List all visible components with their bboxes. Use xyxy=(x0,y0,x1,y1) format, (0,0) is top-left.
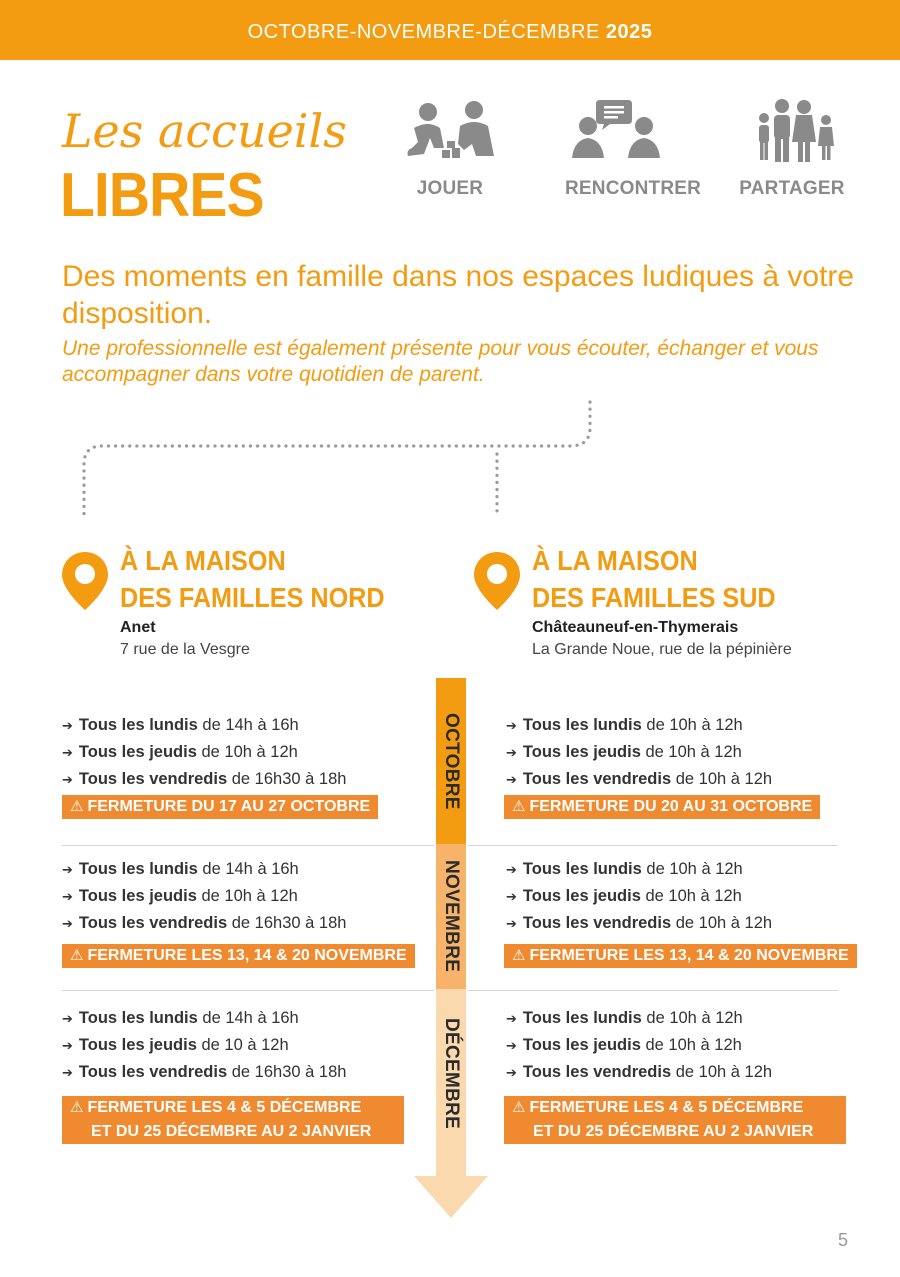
arrow-right-icon: ➔ xyxy=(506,916,517,931)
picto-label-rencontrer: RENCONTRER xyxy=(565,178,702,199)
location-address: La Grande Noue, rue de la pépinière xyxy=(532,641,792,658)
schedule-line: ➔ Tous les jeudis de 10h à 12h xyxy=(506,743,742,761)
schedule-line: ➔ Tous les vendredis de 16h30 à 18h xyxy=(62,914,347,932)
arrow-right-icon: ➔ xyxy=(506,745,517,760)
closure-badge-decembre-sud xyxy=(504,1096,846,1144)
schedule-line: ➔ Tous les lundis de 14h à 16h xyxy=(62,1009,299,1027)
arrow-right-icon: ➔ xyxy=(506,889,517,904)
title-script: Les accueils xyxy=(62,104,347,158)
separator xyxy=(62,845,434,846)
arrow-right-icon: ➔ xyxy=(62,772,73,787)
arrow-right-icon: ➔ xyxy=(62,718,73,733)
schedule-novembre-sud xyxy=(506,856,772,937)
schedule-line: ➔ Tous les vendredis de 10h à 12h xyxy=(506,770,773,788)
timeline-arrowhead xyxy=(414,1176,488,1218)
location-city: Châteauneuf-en-Thymerais xyxy=(532,619,739,636)
closure-line2: ET DU 25 DÉCEMBRE AU 2 JANVIER xyxy=(91,1123,372,1140)
schedule-novembre-nord xyxy=(62,856,346,937)
month-label-octobre xyxy=(436,678,466,844)
header-year: 2025 xyxy=(605,21,653,43)
schedule-decembre-nord xyxy=(62,1005,346,1086)
schedule-line: ➔ Tous les lundis de 10h à 12h xyxy=(506,716,743,734)
schedule-octobre-nord xyxy=(62,712,346,793)
intro-sub: Une professionnelle est également présente pour vous écouter, échanger et vous accompagner dans votre quotidien de parent. xyxy=(62,337,819,386)
month-octobre-text: OCTOBRE xyxy=(441,712,462,810)
closure-line1: ⚠ FERMETURE LES 4 & 5 DÉCEMBRE xyxy=(70,1099,362,1116)
schedule-line: ➔ Tous les vendredis de 10h à 12h xyxy=(506,1063,773,1081)
month-novembre-text: NOVEMBRE xyxy=(441,860,462,973)
schedule-line: ➔ Tous les jeudis de 10h à 12h xyxy=(506,887,742,905)
location-name-line2: DES FAMILLES SUD xyxy=(532,582,776,613)
location-city: Anet xyxy=(120,619,156,636)
arrow-right-icon: ➔ xyxy=(506,1065,517,1080)
arrow-right-icon: ➔ xyxy=(62,862,73,877)
picto-label-partager: PARTAGER xyxy=(739,178,845,199)
arrow-right-icon: ➔ xyxy=(506,718,517,733)
arrow-right-icon: ➔ xyxy=(506,1011,517,1026)
warning-icon: ⚠ xyxy=(70,947,84,964)
warning-icon: ⚠ xyxy=(512,1099,526,1116)
warning-icon: ⚠ xyxy=(512,798,526,815)
separator xyxy=(468,845,838,846)
arrow-right-icon: ➔ xyxy=(506,772,517,787)
closure-badge-novembre-sud: ⚠ FERMETURE LES 13, 14 & 20 NOVEMBRE xyxy=(504,944,857,968)
separator xyxy=(62,990,434,991)
arrow-right-icon: ➔ xyxy=(62,745,73,760)
schedule-line: ➔ Tous les jeudis de 10h à 12h xyxy=(62,887,298,905)
warning-icon: ⚠ xyxy=(512,947,526,964)
schedule-line: ➔ Tous les jeudis de 10h à 12h xyxy=(506,1036,742,1054)
page-number: 5 xyxy=(838,1230,849,1250)
schedule-line: ➔ Tous les jeudis de 10 à 12h xyxy=(62,1036,289,1054)
schedule-line: ➔ Tous les vendredis de 10h à 12h xyxy=(506,914,773,932)
location-address: 7 rue de la Vesgre xyxy=(120,641,250,658)
schedule-line: ➔ Tous les lundis de 10h à 12h xyxy=(506,1009,743,1027)
month-label-decembre xyxy=(436,989,466,1159)
picto-label-jouer: JOUER xyxy=(416,178,484,199)
schedule-line: ➔ Tous les jeudis de 10h à 12h xyxy=(62,743,298,761)
schedule-line: ➔ Tous les lundis de 14h à 16h xyxy=(62,716,299,734)
schedule-line: ➔ Tous les lundis de 14h à 16h xyxy=(62,860,299,878)
closure-line2: ET DU 25 DÉCEMBRE AU 2 JANVIER xyxy=(533,1123,814,1140)
schedule-line: ➔ Tous les vendredis de 16h30 à 18h xyxy=(62,1063,347,1081)
schedule-line: ➔ Tous les vendredis de 16h30 à 18h xyxy=(62,770,347,788)
closure-line1: ⚠ FERMETURE LES 4 & 5 DÉCEMBRE xyxy=(512,1099,804,1116)
closure-badge-octobre-nord: ⚠ FERMETURE DU 17 AU 27 OCTOBRE xyxy=(62,795,378,819)
schedule-octobre-sud xyxy=(506,712,772,793)
month-label-novembre xyxy=(436,844,466,989)
location-name-line1: À LA MAISON xyxy=(120,545,286,576)
schedule-line: ➔ Tous les lundis de 10h à 12h xyxy=(506,860,743,878)
arrow-right-icon: ➔ xyxy=(62,1011,73,1026)
closure-badge-decembre-nord xyxy=(62,1096,404,1144)
arrow-right-icon: ➔ xyxy=(62,889,73,904)
header-period: OCTOBRE-NOVEMBRE-DÉCEMBRE xyxy=(247,21,600,43)
arrow-right-icon: ➔ xyxy=(506,862,517,877)
location-name-line1: À LA MAISON xyxy=(532,545,698,576)
intro-lead: Des moments en famille dans nos espaces ludiques à votre disposition. xyxy=(62,260,855,330)
arrow-right-icon: ➔ xyxy=(62,916,73,931)
arrow-right-icon: ➔ xyxy=(62,1038,73,1053)
warning-icon: ⚠ xyxy=(70,1099,84,1116)
arrow-right-icon: ➔ xyxy=(62,1065,73,1080)
schedule-decembre-sud xyxy=(506,1005,772,1086)
month-decembre-text: DÉCEMBRE xyxy=(441,1018,462,1130)
title-big: LIBRES xyxy=(60,161,264,230)
closure-badge-novembre-nord: ⚠ FERMETURE LES 13, 14 & 20 NOVEMBRE xyxy=(62,944,415,968)
closure-badge-octobre-sud: ⚠ FERMETURE DU 20 AU 31 OCTOBRE xyxy=(504,795,820,819)
arrow-right-icon: ➔ xyxy=(506,1038,517,1053)
location-name-line2: DES FAMILLES NORD xyxy=(120,582,385,613)
warning-icon: ⚠ xyxy=(70,798,84,815)
separator xyxy=(468,990,838,991)
